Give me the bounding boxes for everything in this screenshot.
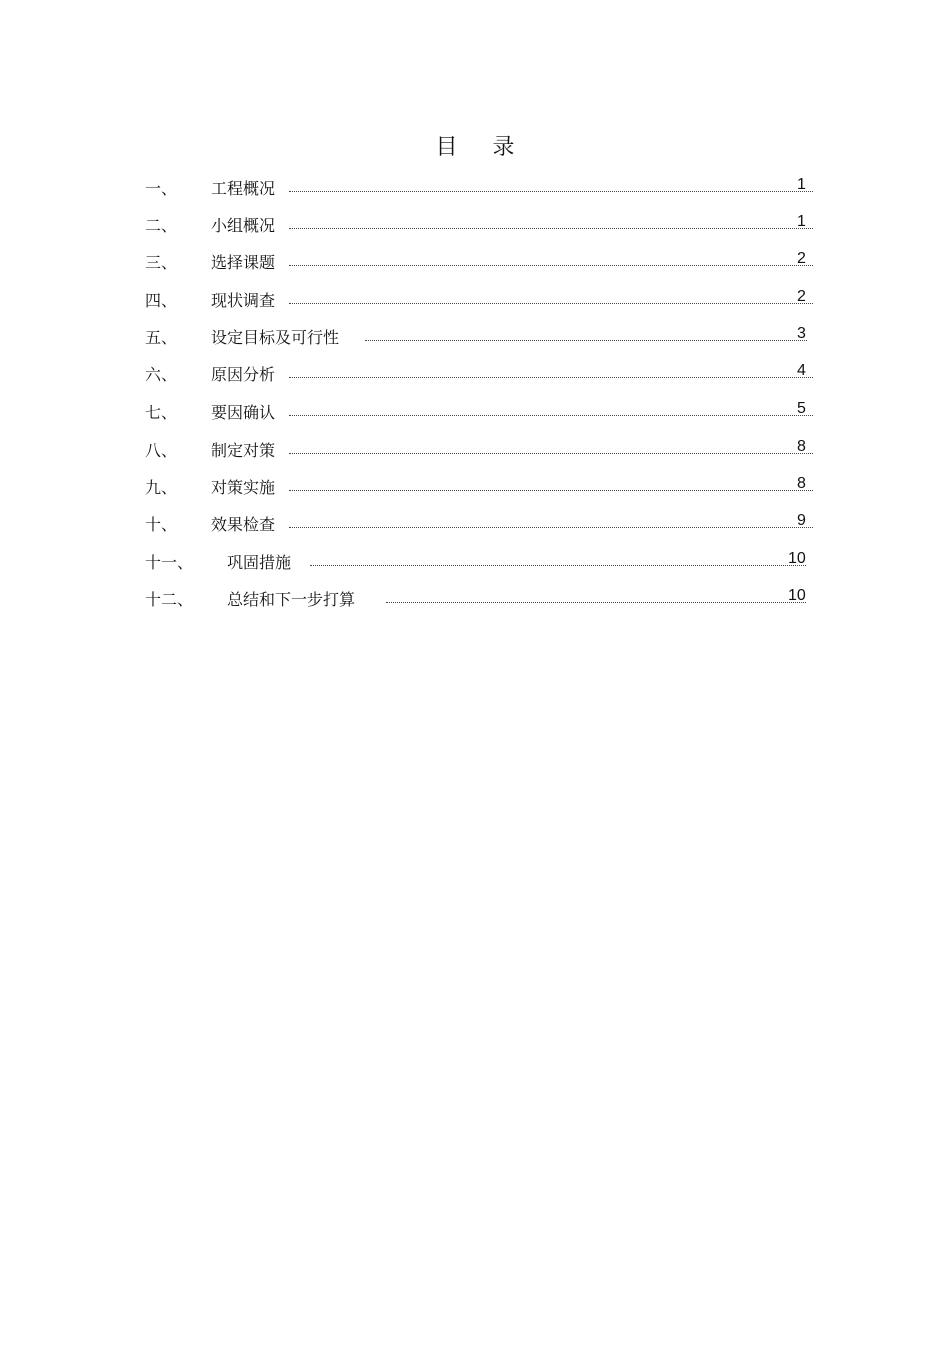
toc-entry-label: 原因分析 <box>211 365 276 384</box>
toc-entry-page: 2 <box>797 288 806 305</box>
toc-entry-label: 要因确认 <box>211 403 276 422</box>
toc-entry[interactable] <box>0 587 950 611</box>
dot-leader <box>289 415 813 416</box>
toc-entry-number: 二、 <box>145 216 178 235</box>
toc-entry-label: 现状调查 <box>211 291 276 310</box>
toc-entry-number: 六、 <box>145 365 178 384</box>
dot-leader <box>289 377 813 378</box>
toc-entry-label: 效果检查 <box>211 515 276 534</box>
dot-leader <box>289 490 813 491</box>
toc-entry-label: 总结和下一步打算 <box>227 590 356 609</box>
toc-entry[interactable] <box>0 250 950 274</box>
toc-entry-number: 五、 <box>145 328 178 347</box>
toc-entry-page: 1 <box>797 213 806 230</box>
dot-leader <box>289 228 813 229</box>
dot-leader <box>289 453 813 454</box>
toc-entry-page: 4 <box>797 362 806 379</box>
toc-entry[interactable] <box>0 400 950 424</box>
toc-entry-label: 对策实施 <box>211 478 276 497</box>
toc-entry[interactable] <box>0 213 950 237</box>
toc-entry-page: 5 <box>797 400 806 417</box>
toc-entry-label: 巩固措施 <box>227 553 292 572</box>
toc-title: 目 录 <box>435 135 529 160</box>
toc-entry[interactable] <box>0 325 950 349</box>
toc-entry-page: 10 <box>788 550 806 567</box>
dot-leader <box>386 602 806 603</box>
toc-entry[interactable] <box>0 288 950 312</box>
dot-leader <box>289 265 813 266</box>
dot-leader <box>289 191 813 192</box>
toc-entry-page: 10 <box>788 587 806 604</box>
dot-leader <box>310 565 806 566</box>
toc-entry-page: 9 <box>797 512 806 529</box>
toc-entry[interactable] <box>0 438 950 462</box>
toc-entry-page: 8 <box>797 438 806 455</box>
dot-leader <box>289 303 813 304</box>
toc-entry-page: 1 <box>797 176 806 193</box>
toc-entry[interactable] <box>0 475 950 499</box>
toc-entry-number: 十、 <box>145 515 178 534</box>
toc-entry[interactable] <box>0 176 950 200</box>
toc-entry-number: 十一、 <box>145 553 194 572</box>
toc-entry-number: 七、 <box>145 403 178 422</box>
toc-entry[interactable] <box>0 512 950 536</box>
toc-entry-label: 设定目标及可行性 <box>211 328 340 347</box>
toc-entry-number: 三、 <box>145 253 178 272</box>
toc-entry-number: 一、 <box>145 179 178 198</box>
toc-entry-label: 选择课题 <box>211 253 276 272</box>
dot-leader <box>365 340 807 341</box>
toc-entry[interactable] <box>0 362 950 386</box>
toc-entry-number: 八、 <box>145 441 178 460</box>
toc-entry-page: 8 <box>797 475 806 492</box>
toc-entry-number: 九、 <box>145 478 178 497</box>
toc-entry-label: 工程概况 <box>211 179 276 198</box>
toc-entry-page: 2 <box>797 250 806 267</box>
dot-leader <box>289 527 813 528</box>
toc-entry[interactable] <box>0 550 950 574</box>
toc-entry-number: 四、 <box>145 291 178 310</box>
toc-entry-label: 小组概况 <box>211 216 276 235</box>
toc-entry-number: 十二、 <box>145 590 194 609</box>
toc-entry-page: 3 <box>797 325 806 342</box>
toc-entry-label: 制定对策 <box>211 441 276 460</box>
